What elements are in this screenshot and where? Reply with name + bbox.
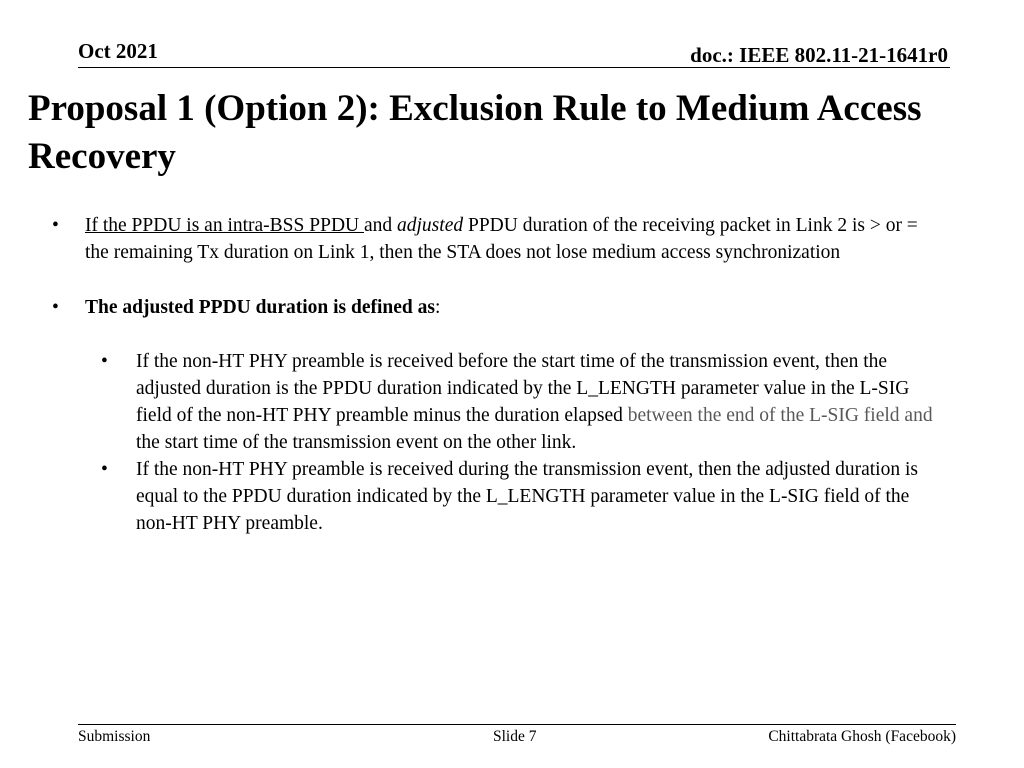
- header-doc-id: doc.: IEEE 802.11-21-1641r0: [690, 43, 948, 67]
- header-divider: [78, 67, 950, 68]
- sub-bullet-text: If the non-HT PHY preamble is received before the start time of the transmission event, then the adjusted duration is the PPDU duration indicated by the L_LENGTH parameter value in the L-SIG field of the non-HT PHY preamble minus the duration elapsed: [136, 351, 910, 426]
- bullet-italic-text: adjusted: [397, 215, 464, 236]
- sub-bullet-text: the start time of the transmission event on the other link.: [136, 432, 577, 453]
- sub-bullet-marker: •: [101, 351, 108, 372]
- bullet-text: :: [434, 297, 441, 318]
- bullet-underlined-text: If the PPDU is an intra-BSS PPDU: [85, 215, 364, 236]
- bullet-adjusted-duration-definition: [0, 294, 1024, 321]
- sub-bullet-grey-text: between the end of the L-SIG field and: [627, 405, 933, 426]
- header-date: Oct 2021: [78, 39, 158, 63]
- footer-slide-number: Slide 7: [493, 728, 537, 745]
- slide-body: [0, 212, 1024, 537]
- footer-author: Chittabrata Ghosh (Facebook): [768, 728, 956, 745]
- bullet-text: and: [363, 215, 398, 236]
- sub-bullet-marker: •: [101, 459, 108, 480]
- bullet-intra-bss-rule: [0, 212, 1024, 266]
- bullet-text: PPDU duration of the receiving packet in Link 2 is > or = the remaining Tx duration on Link 1, then the STA does not lose medium access synchronization: [85, 215, 918, 263]
- footer-submission: Submission: [78, 728, 151, 745]
- sub-bullet-during-transmission: [0, 456, 1024, 537]
- bullet-marker: •: [52, 215, 59, 236]
- footer-divider: [78, 724, 956, 725]
- sub-bullet-text: If the non-HT PHY preamble is received during the transmission event, then the adjusted duration is equal to the PPDU duration indicated by the L_LENGTH parameter value in the L-SIG field of the non-HT PHY preamble.: [136, 459, 918, 534]
- slide-title: Proposal 1 (Option 2): Exclusion Rule to Medium Access Recovery: [28, 88, 922, 177]
- sub-bullet-before-transmission: [0, 348, 1024, 456]
- bullet-bold-text: The adjusted PPDU duration is defined as: [85, 297, 435, 318]
- bullet-marker: •: [52, 297, 59, 318]
